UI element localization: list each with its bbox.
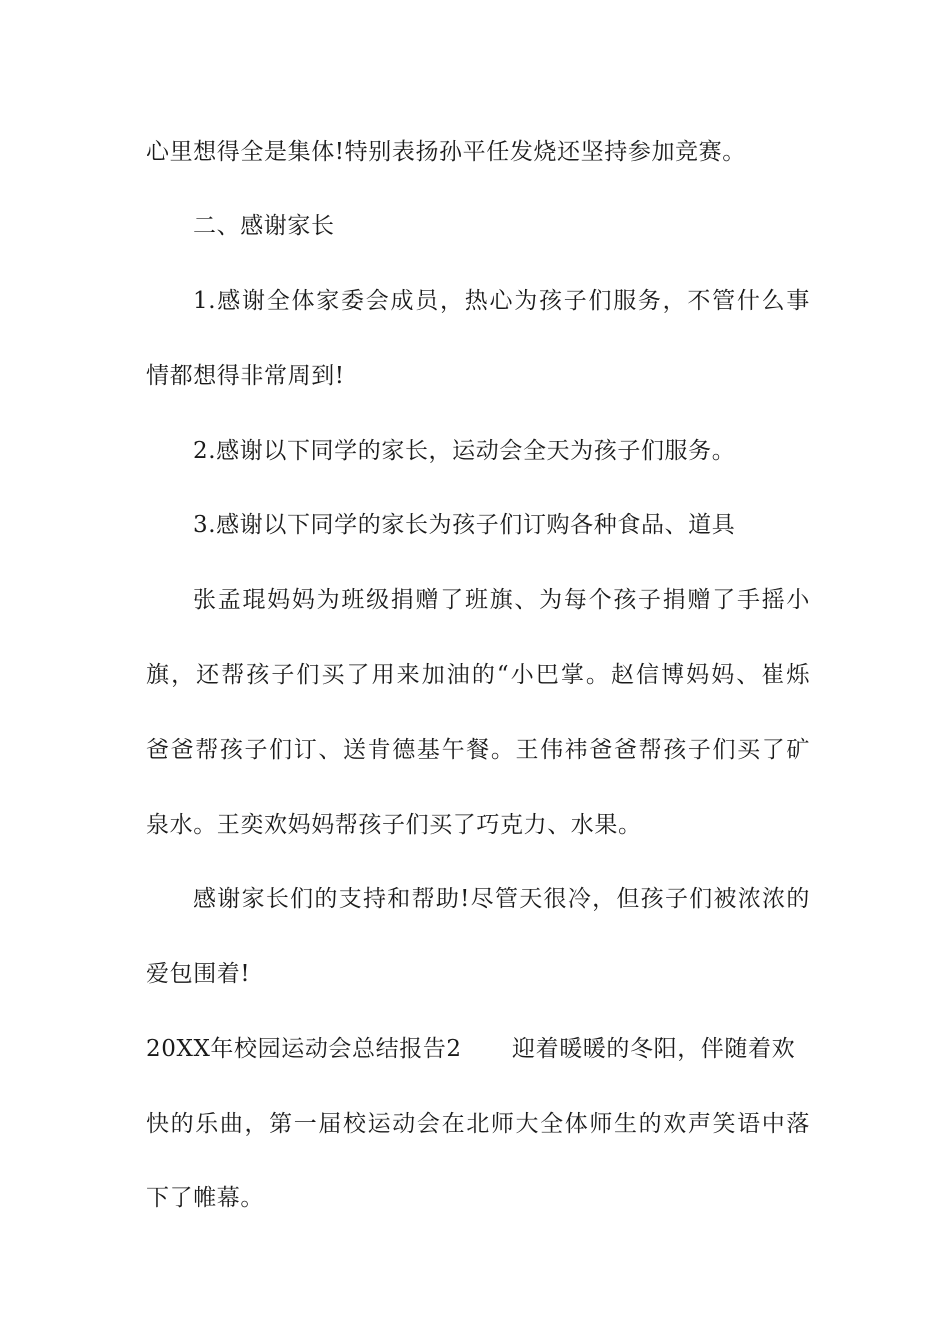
paragraph-line: 爱包围着!: [146, 961, 251, 987]
report-title: 20XX年校园运动会总结报告2: [146, 1036, 462, 1062]
paragraph-line: 泉水。王奕欢妈妈帮孩子们买了巧克力、水果。: [146, 812, 642, 838]
paragraph-line: 爸爸帮孩子们订、送肯德基午餐。王伟祎爸爸帮孩子们买了矿: [146, 737, 810, 763]
paragraph-line: 1.感谢全体家委会成员，热心为孩子们服务，不管什么事: [193, 288, 810, 314]
paragraph-line: 2.感谢以下同学的家长，运动会全天为孩子们服务。: [193, 438, 736, 464]
paragraph-line: 3.感谢以下同学的家长为孩子们订购各种食品、道具: [193, 512, 736, 538]
paragraph-line: 情都想得非常周到!: [146, 363, 345, 389]
report-heading-line: [146, 1034, 810, 1064]
report-lead-text: 迎着暖暖的冬阳，伴随着欢: [512, 1036, 796, 1062]
paragraph-line: 心里想得全是集体!特别表扬孙平任发烧还坚持参加竞赛。: [146, 139, 746, 165]
section-heading: 二、感谢家长: [193, 213, 335, 239]
paragraph-line: 感谢家长们的支持和帮助!尽管天很冷，但孩子们被浓浓的: [193, 886, 810, 912]
paragraph-line: 旗，还帮孩子们买了用来加油的“小巴掌。赵信博妈妈、崔烁: [146, 662, 810, 688]
paragraph-line: 张孟琨妈妈为班级捐赠了班旗、为每个孩子捐赠了手摇小: [193, 587, 810, 613]
paragraph-line: 下了帷幕。: [146, 1185, 264, 1211]
paragraph-line: 快的乐曲，第一届校运动会在北师大全体师生的欢声笑语中落: [146, 1111, 810, 1137]
